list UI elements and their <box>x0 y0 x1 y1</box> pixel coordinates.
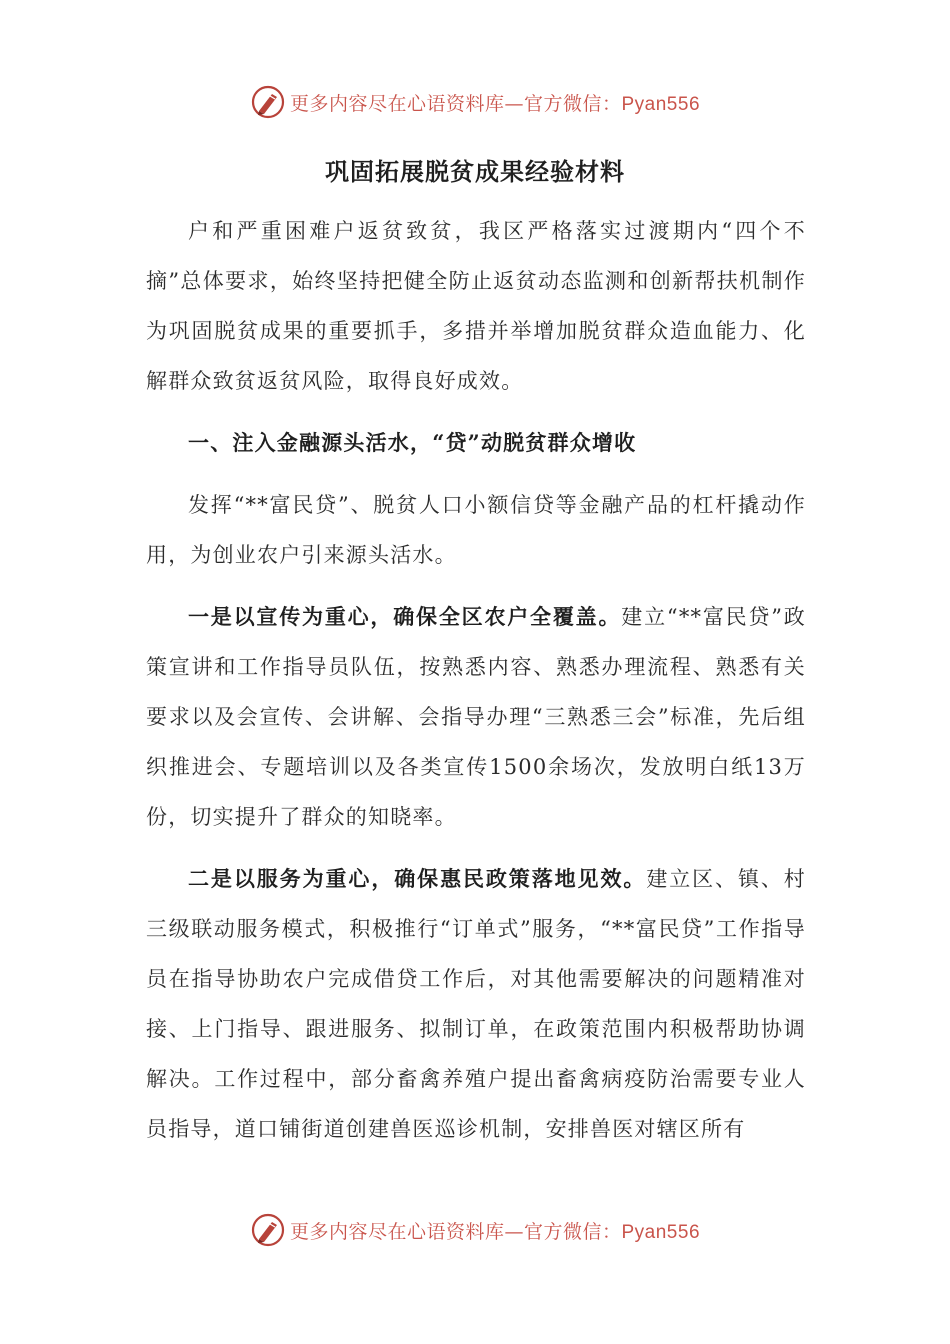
footer-watermark-banner <box>0 1210 950 1250</box>
document-body <box>146 206 806 1166</box>
banner-wechat-id: Pyan556 <box>621 93 701 115</box>
pen-logo-icon <box>250 84 286 120</box>
paragraph-publicity-lead: 一是以宣传为重心，确保全区农户全覆盖。 <box>188 604 622 629</box>
paragraph-service-lead: 二是以服务为重心，确保惠民政策落地见效。 <box>188 866 647 891</box>
paragraph-service <box>146 854 806 1154</box>
paragraph-section-1-intro: 发挥“**富民贷”、脱贫人口小额信贷等金融产品的杠杆撬动作用，为创业农户引来源头活水。 <box>146 493 806 567</box>
paragraph-publicity <box>146 592 806 842</box>
document-title: 巩固拓展脱贫成果经验材料 <box>325 157 625 186</box>
banner-text <box>290 89 700 116</box>
banner-wechat-label: 官方微信： <box>523 1220 622 1243</box>
pen-logo-icon <box>250 1212 286 1248</box>
paragraph-intro: 户和严重困难户返贫致贫，我区严格落实过渡期内“四个不摘”总体要求，始终坚持把健全防止返贫动态监测和创新帮扶机制作为巩固脱贫成果的重要抓手，多措并举增加脱贫群众造血能力、化解群众致贫返贫风险，取得良好成效。 <box>146 219 806 393</box>
banner-dash: — <box>504 92 524 115</box>
paragraph-publicity-body: 建立“**富民贷”政策宣讲和工作指导员队伍，按熟悉内容、熟悉办理流程、熟悉有关要求以及会宣传、会讲解、会指导办理“三熟悉三会”标准，先后组织推进会、专题培训以及各类宣传1500余场次，发放明白纸13万份，切实提升了群众的知晓率。 <box>146 605 806 829</box>
section-heading-1: 一、注入金融源头活水，“贷”动脱贫群众增收 <box>188 430 637 455</box>
banner-wechat-label: 官方微信： <box>523 92 622 115</box>
banner-dash: — <box>504 1220 524 1243</box>
banner-brand-text: 更多内容尽在心语资料库 <box>289 1220 505 1243</box>
paragraph-service-body: 建立区、镇、村三级联动服务模式，积极推行“订单式”服务，“**富民贷”工作指导员在指导协助农户完成借贷工作后，对其他需要解决的问题精准对接、上门指导、跟进服务、拟制订单，在政策范围内积极帮助协调解决。工作过程中，部分畜禽养殖户提出畜禽病疫防治需要专业人员指导，道口铺街道创建兽医巡诊机制，安排兽医对辖区所有 <box>146 867 807 1141</box>
banner-brand-text: 更多内容尽在心语资料库 <box>289 92 505 115</box>
header-watermark-banner <box>0 82 950 122</box>
banner-text <box>290 1217 700 1244</box>
banner-wechat-id: Pyan556 <box>621 1221 701 1243</box>
